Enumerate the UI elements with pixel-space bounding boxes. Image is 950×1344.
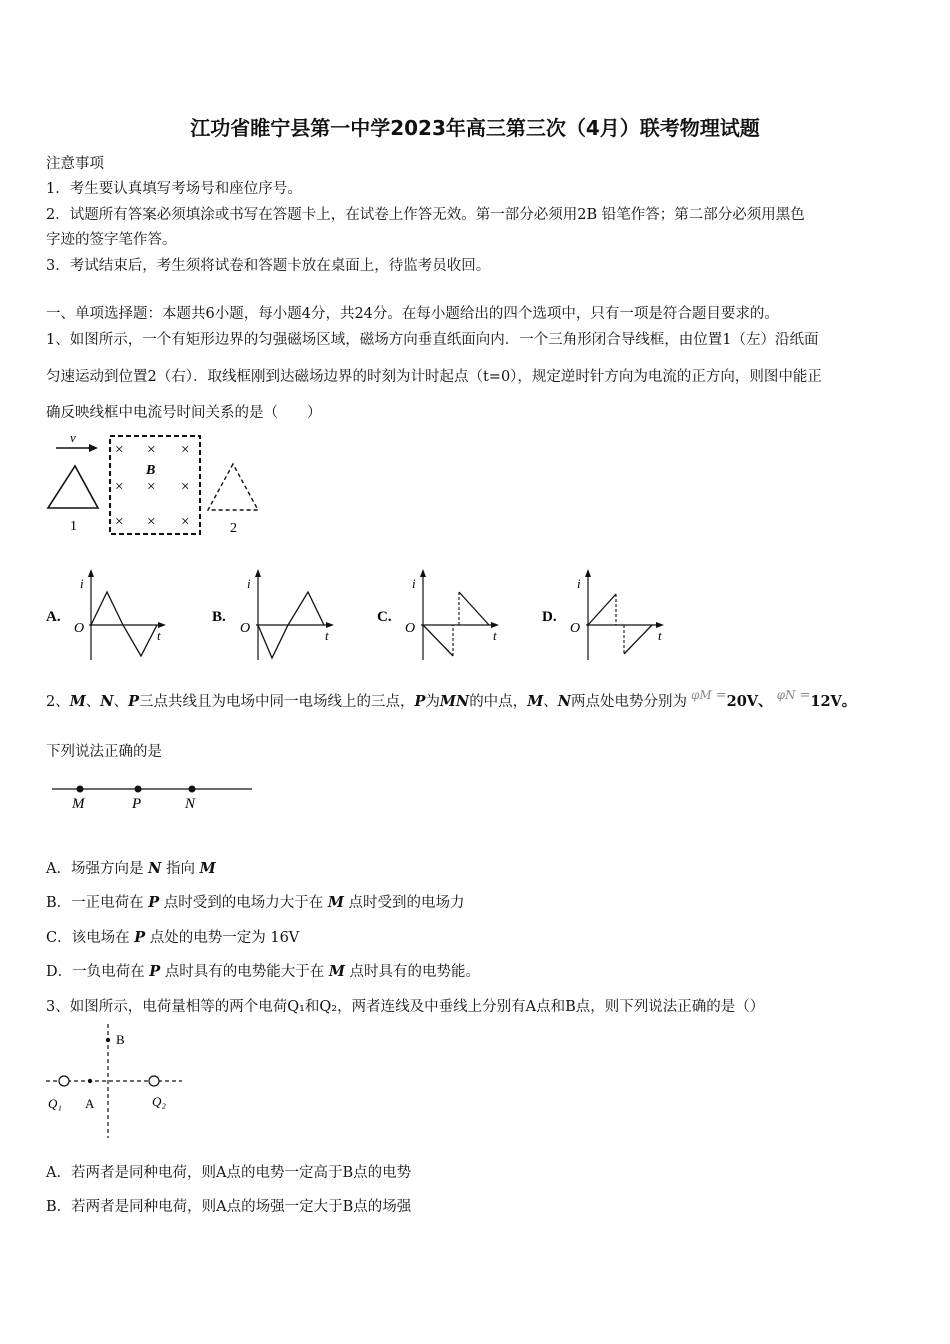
origin-label: O [74, 621, 85, 636]
q1-stem-line: 确反映线框中电流号时间关系的是（ ） [46, 405, 322, 421]
velocity-label: v [70, 430, 76, 445]
cross-mark: × [181, 442, 190, 458]
t-label: t [658, 628, 662, 643]
q1-magnetic-field-figure [40, 428, 280, 540]
q2-stem-line2: 下列说法正确的是 [46, 744, 162, 760]
q3-charges-figure [44, 1020, 194, 1142]
i-label: i [80, 576, 84, 591]
option-label: C. [377, 609, 392, 625]
q1-option-b-graph [210, 568, 350, 663]
triangle-position-1 [48, 466, 98, 508]
potential-m-value: 20V、 [726, 693, 773, 710]
potential-m-symbol: φM [691, 688, 712, 702]
point-b-dot [106, 1038, 110, 1042]
notice-item: 字迹的签字笔作答。 [46, 232, 177, 248]
point-n: N [557, 693, 572, 710]
cross-mark: × [115, 442, 124, 458]
separator: 、 [543, 694, 558, 710]
stem-text: 两点处电势分别为 [571, 694, 688, 710]
section-heading: 一、单项选择题：本题共6小题，每小题4分，共24分。在每小题给出的四个选项中，只有一项是符合题目要求的。 [46, 306, 779, 322]
option-label: A. [46, 609, 61, 625]
i-axis-arrow [420, 569, 426, 577]
t-label: t [157, 628, 161, 643]
q2-option-b[interactable]: B．一正电荷在 P 点时受到的电场力大于在 M 点时受到的电场力 [46, 894, 465, 911]
i-axis-arrow [88, 569, 94, 577]
cross-mark: × [115, 479, 124, 495]
cross-mark: × [147, 442, 156, 458]
q1-stem-line: 匀速运动到位置2（右）．取线框刚到达磁场边界的时刻为计时起点（t=0），规定逆时针方向为电流的正方向，则图中能正 [46, 369, 822, 385]
q1-option-d-graph [540, 568, 680, 663]
point-a-label: A [85, 1096, 95, 1111]
position-1-label: 1 [70, 519, 77, 534]
option-label: D. [542, 609, 557, 625]
i-label: i [247, 576, 251, 591]
point-m: M [69, 693, 86, 710]
position-2-label: 2 [230, 521, 237, 536]
potential-n-symbol: φN [776, 688, 796, 702]
cross-mark: × [181, 514, 190, 530]
q2-option-d[interactable]: D．一负电荷在 P 点时具有的电势能大于在 M 点时具有的电势能。 [46, 963, 481, 980]
q2-field-line-figure [46, 778, 266, 818]
q1-stem-line: 1、如图所示，一个有矩形边界的匀强磁场区域，磁场方向垂直纸面向内．一个三角形闭合导线框，由位置1（左）沿纸面 [46, 332, 819, 348]
cross-mark: × [147, 514, 156, 530]
q2-option-a[interactable]: A．场强方向是 N 指向 M [46, 860, 216, 877]
q2-stem [46, 690, 856, 711]
notice-item: 2．试题所有答案必须填涂或书写在答题卡上，在试卷上作答无效。第一部分必须用2B 铅笔作答；第二部分必须用黑色 [46, 207, 805, 223]
notice-item: 1．考生要认真填写考场号和座位序号。 [46, 181, 302, 197]
origin-label: O [570, 621, 581, 636]
separator: 、 [85, 694, 101, 710]
i-axis-arrow [255, 569, 261, 577]
cross-mark: × [147, 479, 156, 495]
charge-q1-label: Q₁ [48, 1096, 62, 1111]
origin-label: O [405, 621, 416, 636]
current-curve-segment [588, 594, 616, 625]
equals-sign: = [715, 688, 727, 703]
segment-mn: MN [439, 693, 470, 710]
point-m-label: M [72, 796, 85, 812]
point-p: P [414, 693, 426, 710]
q1-option-a-graph [44, 568, 184, 663]
origin-label: O [240, 621, 251, 636]
i-label: i [412, 576, 416, 591]
current-curve-segment [423, 625, 453, 656]
cross-mark: × [181, 479, 190, 495]
q2-option-c[interactable]: C．该电场在 P 点处的电势一定为 16V [46, 929, 300, 946]
velocity-arrow-head [89, 444, 98, 452]
i-label: i [577, 576, 581, 591]
point-p-label: P [132, 796, 142, 812]
point-b-label: B [116, 1032, 125, 1047]
q2-number: 2、 [46, 694, 70, 710]
q1-option-c-graph [375, 568, 515, 663]
point-m-dot [77, 786, 84, 793]
stem-text: 为 [425, 694, 440, 710]
notice-item: 3．考试结束后，考生须将试卷和答题卡放在桌面上，待监考员收回。 [46, 258, 491, 274]
equals-sign: = [799, 688, 811, 703]
q3-option-b[interactable]: B．若两者是同种电荷，则A点的场强一定大于B点的场强 [46, 1199, 412, 1215]
notice-heading: 注意事项 [46, 156, 104, 172]
page-title: 江功省睢宁县第一中学2023年高三第三次（4月）联考物理试题 [190, 116, 760, 140]
q3-stem: 3、如图所示，电荷量相等的两个电荷Q₁和Q₂，两者连线及中垂线上分别有A点和B点，则下列说法正确的是（） [46, 999, 765, 1015]
current-curve [91, 592, 157, 656]
option-label: B. [212, 609, 226, 625]
q3-option-a[interactable]: A．若两者是同种电荷，则A点的电势一定高于B点的电势 [46, 1165, 412, 1181]
stem-text: 三点共线且为电场中同一电场线上的三点， [138, 694, 415, 710]
charge-q2-label: Q₂ [152, 1094, 166, 1109]
triangle-position-2 [208, 464, 258, 510]
field-label: B [146, 463, 156, 478]
t-label: t [493, 628, 497, 643]
cross-mark: × [115, 514, 124, 530]
point-a-dot [88, 1079, 92, 1083]
current-curve-segment [459, 592, 489, 625]
stem-text: 的中点， [469, 694, 528, 710]
field-crosses [115, 442, 189, 530]
point-n-label: N [185, 796, 196, 812]
separator: 、 [113, 694, 129, 710]
charge-q1 [59, 1076, 69, 1086]
t-label: t [325, 628, 329, 643]
point-p-dot [135, 786, 142, 793]
charge-q2 [149, 1076, 159, 1086]
point-n: N [100, 693, 114, 710]
point-n-dot [189, 786, 196, 793]
i-axis-arrow [585, 569, 591, 577]
potential-n-value: 12V。 [810, 693, 857, 710]
point-p: P [128, 693, 139, 710]
current-curve-segment [624, 625, 652, 654]
point-m: M [527, 693, 544, 710]
